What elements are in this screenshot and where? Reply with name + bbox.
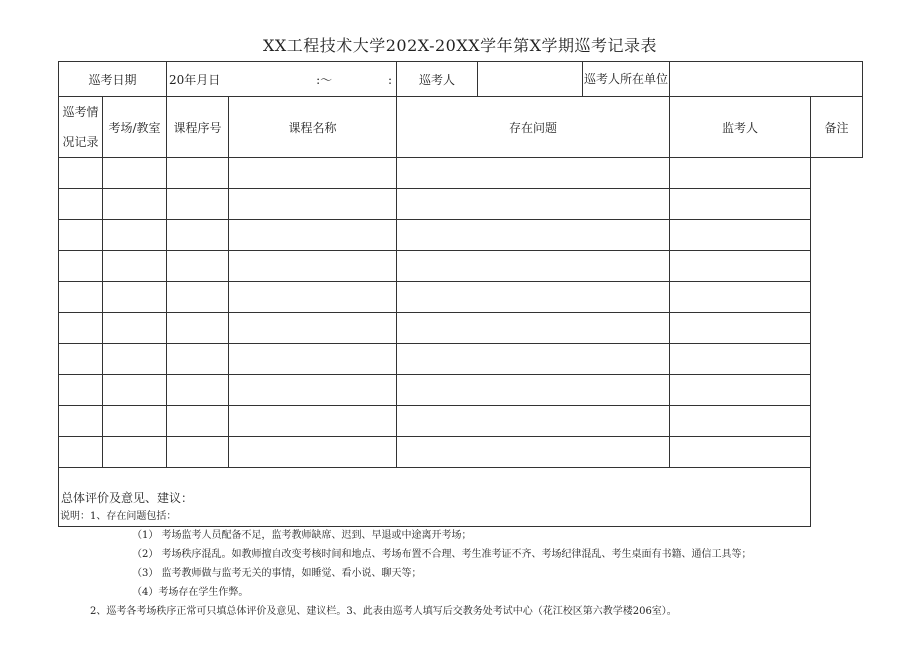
- cell-room[interactable]: [59, 406, 103, 437]
- cell-issues[interactable]: [229, 220, 397, 251]
- notes-final: 2、巡考各考场秩序正常可只填总体评价及意见、建议栏。3、此表由巡考人填写后交教务处考试中心（花江校区第六教学楼206室）。: [90, 606, 677, 617]
- cell-proctor[interactable]: [397, 375, 670, 406]
- column-header-issues: 存在问题: [397, 97, 670, 158]
- column-header-course-number: 课程序号: [167, 97, 229, 158]
- cell-proctor[interactable]: [397, 220, 670, 251]
- inspector-label: 巡考人: [397, 62, 478, 96]
- cell-proctor[interactable]: [397, 313, 670, 344]
- cell-issues[interactable]: [229, 282, 397, 313]
- cell-room[interactable]: [59, 158, 103, 189]
- table-row: [59, 158, 863, 189]
- cell-room[interactable]: [59, 251, 103, 282]
- cell-course-number[interactable]: [103, 344, 167, 375]
- cell-proctor[interactable]: [397, 406, 670, 437]
- cell-proctor[interactable]: [397, 437, 670, 468]
- cell-remarks[interactable]: [670, 220, 811, 251]
- column-header-course-name: 课程名称: [229, 97, 397, 158]
- page-title: XX工程技术大学202X-20XX学年第X学期巡考记录表: [262, 36, 658, 55]
- notes-intro: 说明：1、存在问题包括：: [60, 511, 177, 522]
- column-header-room: 考场/教室: [103, 97, 167, 158]
- table-row: [59, 251, 863, 282]
- cell-course-name[interactable]: [167, 220, 229, 251]
- date-value: 20年月日: [169, 72, 221, 87]
- cell-course-number[interactable]: [103, 375, 167, 406]
- cell-course-name[interactable]: [167, 375, 229, 406]
- cell-course-number[interactable]: [103, 189, 167, 220]
- cell-issues[interactable]: [229, 344, 397, 375]
- cell-issues[interactable]: [229, 189, 397, 220]
- unit-label: 巡考人所在单位: [584, 71, 669, 86]
- table-row: [59, 313, 863, 344]
- cell-course-name[interactable]: [167, 189, 229, 220]
- cell-room[interactable]: [59, 282, 103, 313]
- cell-issues[interactable]: [229, 437, 397, 468]
- table-row: [59, 406, 863, 437]
- cell-issues[interactable]: [229, 313, 397, 344]
- cell-course-name[interactable]: [167, 251, 229, 282]
- cell-remarks[interactable]: [670, 158, 811, 189]
- record-side-label: [59, 97, 103, 158]
- cell-remarks[interactable]: [670, 282, 811, 313]
- date-label: 巡考日期: [59, 62, 167, 97]
- cell-course-number[interactable]: [103, 282, 167, 313]
- cell-course-number[interactable]: [103, 406, 167, 437]
- date-field[interactable]: [167, 62, 397, 97]
- cell-room[interactable]: [59, 189, 103, 220]
- table-row: [59, 375, 863, 406]
- cell-course-number[interactable]: [103, 437, 167, 468]
- cell-proctor[interactable]: [397, 282, 670, 313]
- cell-remarks[interactable]: [670, 375, 811, 406]
- notes-item-1: （1） 考场监考人员配备不足，监考教师缺席、迟到、早退或中途离开考场；: [132, 530, 472, 541]
- time-separator-end: :: [388, 72, 393, 87]
- column-header-remarks: 备注: [811, 97, 863, 158]
- inspector-cell: [397, 62, 670, 97]
- cell-remarks[interactable]: [670, 344, 811, 375]
- cell-remarks[interactable]: [670, 313, 811, 344]
- cell-room[interactable]: [59, 375, 103, 406]
- cell-remarks[interactable]: [670, 406, 811, 437]
- cell-remarks[interactable]: [670, 437, 811, 468]
- table-row: [59, 282, 863, 313]
- inspection-form-table: [58, 61, 863, 527]
- notes-item-2: （2） 考场秩序混乱。如教师擅自改变考核时间和地点、考场布置不合理、考生准考证不齐、考场纪律混乱、考生桌面有书籍、通信工具等；: [132, 549, 752, 560]
- cell-course-name[interactable]: [167, 313, 229, 344]
- cell-issues[interactable]: [229, 251, 397, 282]
- cell-proctor[interactable]: [397, 158, 670, 189]
- notes-item-4: （4）考场存在学生作弊。: [132, 587, 249, 598]
- notes-section: [60, 507, 860, 621]
- cell-room[interactable]: [59, 437, 103, 468]
- cell-proctor[interactable]: [397, 189, 670, 220]
- side-label-line1: 巡考情: [62, 105, 99, 119]
- time-separator-start: :～: [316, 72, 333, 87]
- table-row: [59, 344, 863, 375]
- cell-room[interactable]: [59, 344, 103, 375]
- cell-remarks[interactable]: [670, 251, 811, 282]
- cell-course-name[interactable]: [167, 406, 229, 437]
- column-header-proctor: 监考人: [670, 97, 811, 158]
- table-row: [59, 189, 863, 220]
- cell-course-number[interactable]: [103, 158, 167, 189]
- cell-course-name[interactable]: [167, 158, 229, 189]
- cell-room[interactable]: [59, 313, 103, 344]
- cell-remarks[interactable]: [670, 189, 811, 220]
- table-row: [59, 220, 863, 251]
- side-label-line2: 况记录: [62, 135, 99, 149]
- unit-field[interactable]: [670, 62, 863, 97]
- inspector-field[interactable]: [478, 62, 583, 96]
- cell-course-name[interactable]: [167, 282, 229, 313]
- cell-issues[interactable]: [229, 375, 397, 406]
- cell-issues[interactable]: [229, 406, 397, 437]
- cell-course-name[interactable]: [167, 344, 229, 375]
- cell-course-number[interactable]: [103, 251, 167, 282]
- cell-issues[interactable]: [229, 158, 397, 189]
- cell-course-name[interactable]: [167, 437, 229, 468]
- cell-room[interactable]: [59, 220, 103, 251]
- cell-course-number[interactable]: [103, 313, 167, 344]
- summary-label: 总体评价及意见、建议：: [61, 490, 194, 505]
- cell-proctor[interactable]: [397, 344, 670, 375]
- cell-proctor[interactable]: [397, 251, 670, 282]
- cell-course-number[interactable]: [103, 220, 167, 251]
- notes-item-3: （3） 监考教师做与监考无关的事情，如睡觉、看小说、聊天等；: [132, 568, 422, 579]
- table-row: [59, 437, 863, 468]
